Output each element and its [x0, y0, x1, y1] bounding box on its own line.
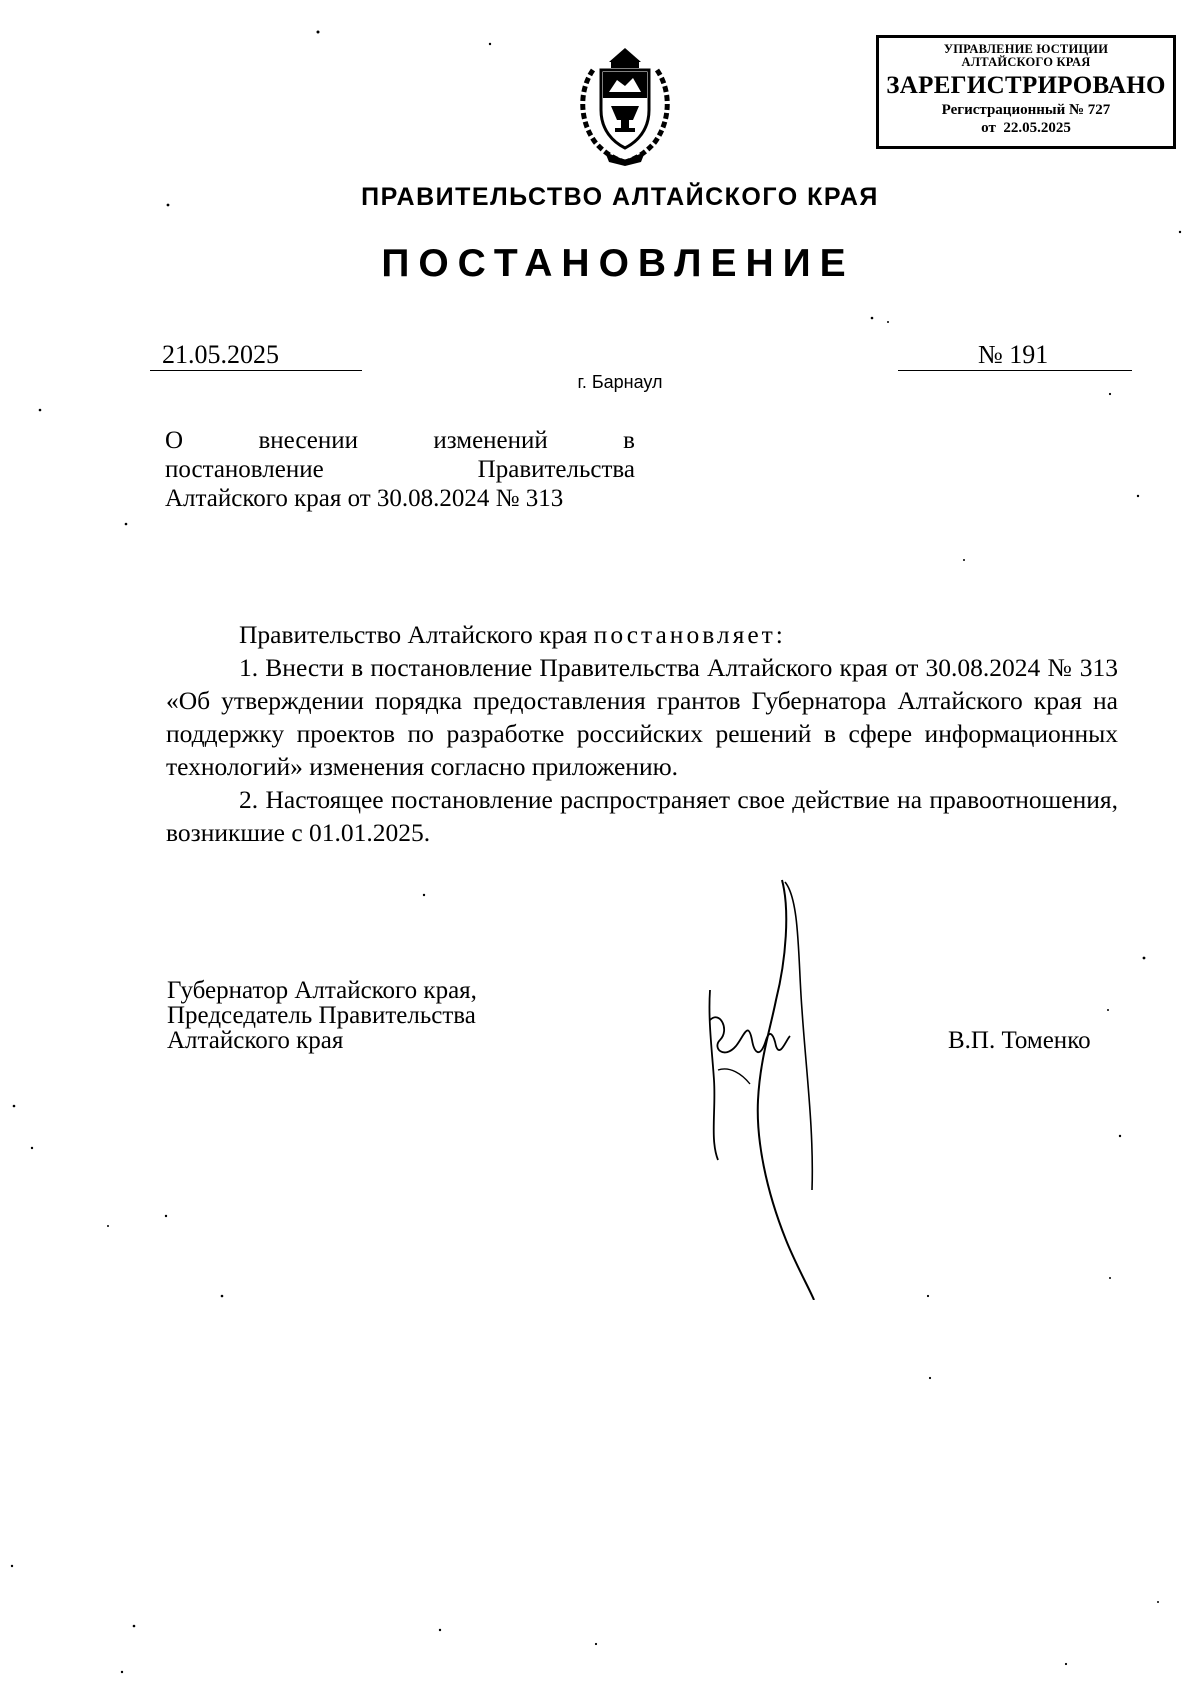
stamp-registration-date: от 22.05.2025: [981, 120, 1071, 136]
preamble-verb: постановляет:: [593, 620, 786, 649]
resolution-body: [166, 618, 1118, 849]
document-type-heading: ПОСТАНОВЛЕНИЕ: [381, 242, 855, 285]
subject-word: Правительства: [477, 456, 635, 483]
subject-line-2: [165, 455, 635, 484]
document-number: № 191: [898, 340, 1132, 371]
signatory-title: [167, 978, 587, 1053]
handwritten-signature: [690, 870, 890, 1300]
stamp-registration-number: Регистрационный № 727: [941, 102, 1111, 118]
resolution-item-1: 1. Внести в постановление Правительства Алтайского края от 30.08.2024 № 313 «Об утверждении порядка предоставления грантов Губернатора Алтайского края на поддержку проектов по разработке российских решений в сфере информационных технологий» изменения согласно приложению.: [166, 653, 1118, 781]
document-city: г. Барнаул: [577, 372, 663, 392]
document-date: 21.05.2025: [150, 340, 362, 371]
subject-line-1: [165, 426, 635, 455]
subject-word: изменений: [433, 427, 548, 454]
subject-word: в: [623, 427, 635, 454]
coat-of-arms-icon: [575, 40, 675, 168]
preamble: [166, 618, 1118, 651]
stamp-status: ЗАРЕГИСТРИРОВАНО: [886, 72, 1166, 99]
signatory-title-line2: Председатель Правительства: [167, 1002, 476, 1029]
document-subject: [165, 426, 635, 513]
resolution-item-2: 2. Настоящее постановление распространяет свое действие на правоотношения, возникшие с 01.01.2025.: [166, 785, 1118, 847]
registration-stamp: [876, 35, 1176, 149]
organization-title: ПРАВИТЕЛЬСТВО АЛТАЙСКОГО КРАЯ: [361, 183, 879, 211]
subject-word: О: [165, 427, 184, 454]
preamble-lead: Правительство Алтайского края: [239, 620, 594, 649]
stamp-org-line1: УПРАВЛЕНИЕ ЮСТИЦИИ: [943, 42, 1109, 56]
signatory-title-line1: Губернатор Алтайского края,: [167, 977, 477, 1004]
subject-line-3: Алтайского края от 30.08.2024 № 313: [165, 485, 564, 512]
subject-word: внесении: [258, 427, 358, 454]
subject-word: постановление: [165, 456, 324, 483]
signer-name: В.П. Томенко: [948, 1027, 1091, 1054]
signatory-title-line3: Алтайского края: [167, 1027, 344, 1054]
stamp-org-line2: АЛТАЙСКОГО КРАЯ: [961, 55, 1091, 69]
